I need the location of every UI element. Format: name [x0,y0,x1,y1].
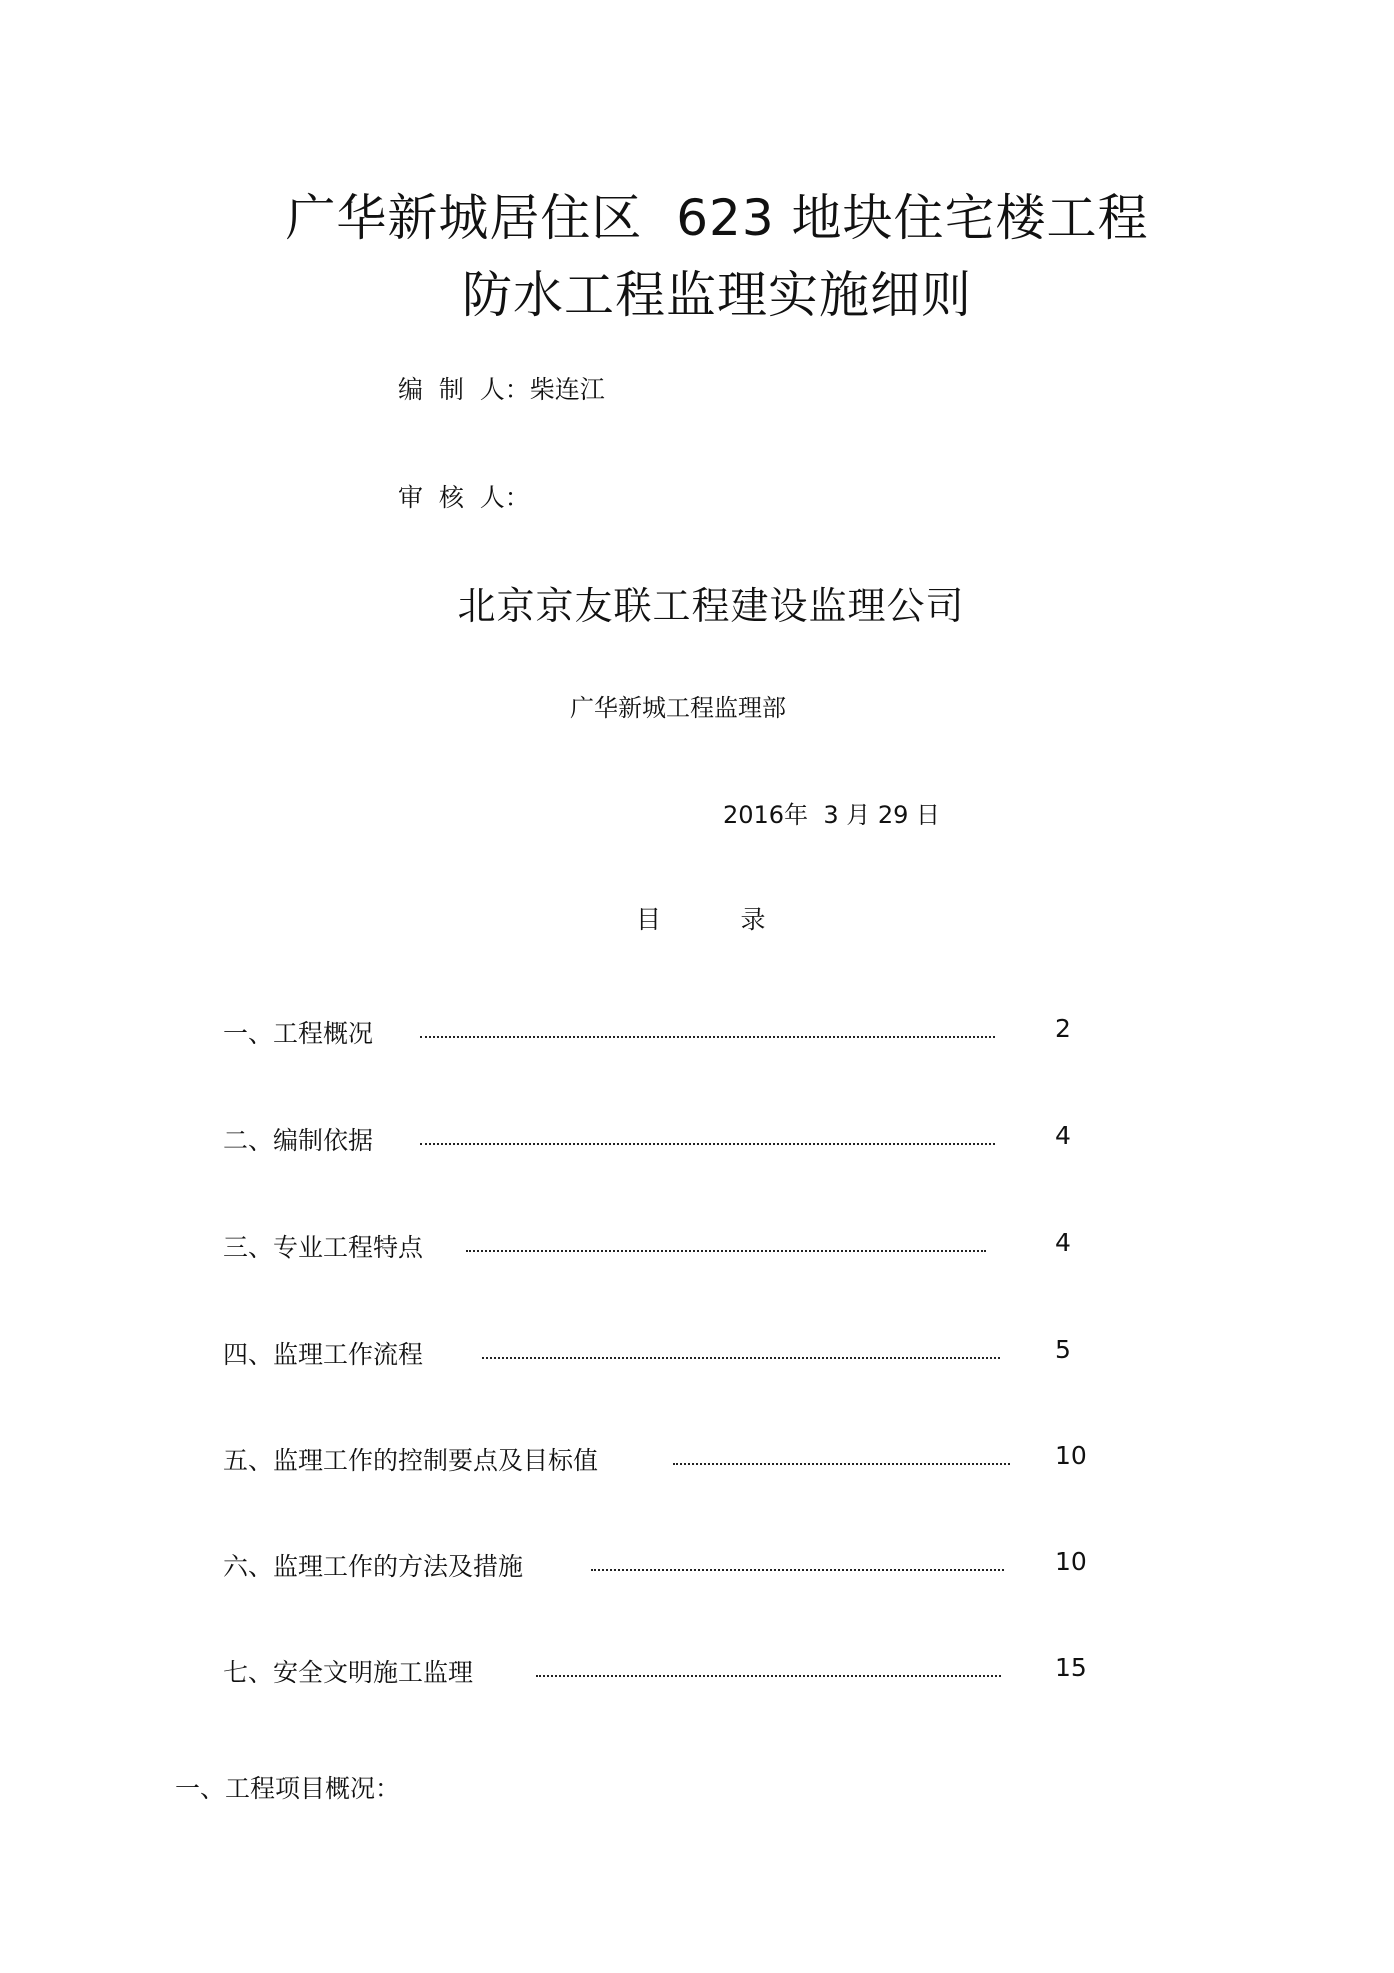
toc-item[interactable] [223,1653,1123,1693]
toc-item-page: 4 [1055,1228,1071,1257]
toc-heading: 目 录 [636,905,766,934]
toc-item-page: 5 [1055,1335,1071,1364]
toc-dot-leader [420,1024,995,1038]
toc-item[interactable] [223,1014,1123,1054]
toc-item-page: 2 [1055,1014,1071,1043]
toc-dot-leader [420,1131,995,1145]
toc-dot-leader [536,1663,1001,1677]
toc-item[interactable] [223,1335,1123,1375]
toc-item-label: 五、监理工作的控制要点及目标值 [223,1446,599,1475]
editor-line: 编 制 人：柴连江 [398,375,605,404]
toc-item[interactable] [223,1228,1123,1268]
document-title-line-2: 防水工程监理实施细则 [462,266,972,324]
toc-item-label: 四、监理工作流程 [223,1340,424,1369]
toc-item[interactable] [223,1441,1123,1481]
reviewer-line: 审 核 人： [398,483,530,512]
department-name: 广华新城工程监理部 [570,694,786,722]
toc-item-page: 10 [1055,1547,1087,1576]
toc-item-page: 10 [1055,1441,1087,1470]
toc-item-label: 一、工程概况 [223,1019,374,1048]
toc-item-label: 二、编制依据 [223,1126,374,1155]
document-date: 2016年 3 月 29 日 [723,801,941,829]
toc-item-label: 六、监理工作的方法及措施 [223,1552,524,1581]
company-name: 北京京友联工程建设监理公司 [457,584,965,628]
toc-dot-leader [482,1345,1000,1359]
toc-item-page: 15 [1055,1653,1087,1682]
section-heading: 一、工程项目概况： [175,1774,401,1803]
toc-item[interactable] [223,1121,1123,1161]
document-title-line-1: 广华新城居住区 623 地块住宅楼工程 [285,189,1149,247]
toc-dot-leader [591,1557,1004,1571]
toc-item-page: 4 [1055,1121,1071,1150]
toc-dot-leader [673,1451,1010,1465]
toc-item[interactable] [223,1547,1123,1587]
toc-dot-leader [466,1238,986,1252]
toc-item-label: 七、安全文明施工监理 [223,1658,474,1687]
toc-item-label: 三、专业工程特点 [223,1233,424,1262]
